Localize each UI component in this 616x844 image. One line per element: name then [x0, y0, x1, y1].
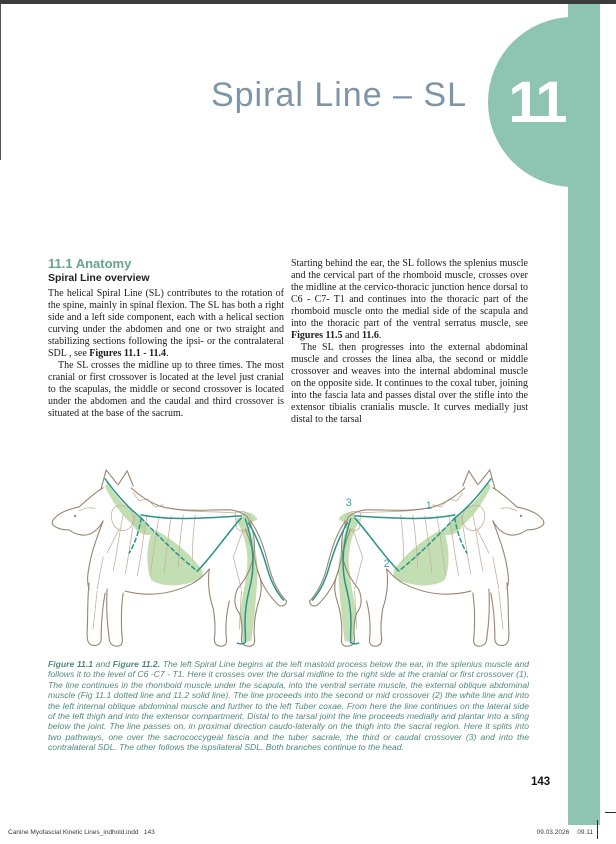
body-text-left: [48, 288, 284, 420]
body-text-right: [291, 258, 528, 426]
printers-mark-time: 09.11: [577, 829, 593, 836]
body-column-right: [291, 256, 528, 426]
page-title: Spiral Line – SL: [210, 76, 467, 114]
crossover-label-2: 2: [383, 558, 390, 571]
chapter-badge: [488, 17, 600, 187]
crossover-label-1: 1: [425, 499, 432, 512]
page-number: 143: [531, 776, 551, 788]
body-paragraph: The helical Spiral Line (SL) contributes to the rotation of the spine, mainly in spinal flexion. The SL has both a right side and a left side component, each with a helical section curving under the abdomen and one or two straight and stabilizing sections following the ipsi- or the contralateral SDL , see Figures 11.1 - 11.4.: [48, 288, 284, 359]
figure-row: [45, 460, 551, 652]
printers-mark-datetime: [529, 829, 593, 836]
body-paragraph: The SL then progresses into the external abdominal muscle and crosses the linea alba, the second or middle crossover and weaves into the internal abdominal muscle on the opposite side. It continues to the coxal tuber, joining into the fascia lata and passes distal over the stifle into the extensor tibialis cranialis muscle. It curves medially just distal to the tarsal: [291, 342, 528, 425]
chapter-number: 11: [508, 69, 566, 135]
body-columns: [48, 256, 528, 426]
scan-left-border: [0, 4, 1, 160]
printers-mark-date: 09.03.2026: [536, 829, 570, 836]
body-paragraph: The SL crosses the midline up to three times. The most cranial or first crossover is located at the level just cranial to the scapulas, the middle or second crossover is located under the abdomen and the caudal and third crossover is situated at the base of the sacrum.: [48, 360, 284, 419]
dog-anatomy-illustrations: [45, 460, 551, 652]
scan-top-border: [0, 0, 616, 4]
figure-caption: Figure 11.1 and Figure 11.2. The left Spiral Line begins at the left mastoid process below the ear, in the splenius muscle and follows it to the level of C6 -C7 - T1. Here it crosses over the dorsal midline to the right side at the cranial or first crossover (1), The line continues in the rhomboid muscle under the scapula, into the ventral serrate muscle, the external oblique abdominal muscle (Fig 11.1 dotted line and 11.2 solid line). The line proceeds into the second or mid crossover (2) the white line and into the left internal oblique abdominal muscle and further to the left Tuber coxae. From here the line continues on the lateral side of the left thigh and into the extensor compartment. Distal to the tarsal joint the line proceeds medially and plantar into a sling below the joint. The line passes on, in proximal direction caudo-laterally on the thigh into the sacral region. Here it splits into two pathways, one over the sacrococcygeal fascia and the tuber sacrale, the third or caudal crossover (3) and into the contralateral SDL. The other follows the ispsilateral SDL. Both branches continue to the head.: [48, 659, 529, 753]
body-paragraph: Starting behind the ear, the SL follows the splenius muscle and the cervical part of the rhomboid muscle, crosses over the midline at the cervico-thoracic junction hence dorsal to C6 - C7- T1 and continues into the thoracic part of the rhomboid muscle onto the medial side of the scapula and into the thoracic part of the ventral serratus muscle, see Figures 11.5 and 11.6.: [291, 258, 528, 341]
crop-mark-vertical: [597, 820, 598, 839]
section-subheading: Spiral Line overview: [48, 272, 150, 284]
section-heading: 11.1 Anatomy: [48, 256, 132, 271]
crop-mark-horizontal: [605, 812, 616, 813]
crossover-label-3: 3: [345, 496, 352, 509]
figure-11-1-dog-left: [52, 470, 286, 646]
body-column-left: [48, 256, 284, 426]
printers-mark-filename: Canine Myofascial Kinetic Lines_indhold.indd 143: [8, 829, 155, 836]
